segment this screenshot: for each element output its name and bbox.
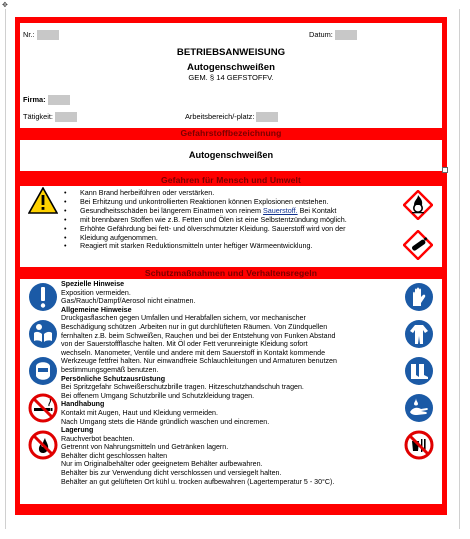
text-line: von der Sauerstoffflasche halten. Mit Öl oder Fett verunreinigte Kleidung sofort bbox=[61, 340, 308, 349]
oxidizing-flame-ghs-icon bbox=[403, 190, 433, 220]
firma-label: Firma: bbox=[23, 95, 46, 104]
text-line: Bei offenem Umgang Schutzbrille und Schutzkleidung tragen. bbox=[61, 391, 255, 400]
heading-allgemein: Allgemeine Hinweise bbox=[61, 305, 132, 314]
protective-gloves-icon bbox=[404, 282, 434, 312]
arbeitsbereich-label: Arbeitsbereich/-platz: bbox=[185, 112, 255, 121]
welding-mask-icon bbox=[28, 356, 58, 386]
text-line: Behälter bis zur Verwendung dicht verschlossen und versiegelt halten. bbox=[61, 469, 282, 478]
section-header-schutz: Schutzmaßnahmen und Verhaltensregeln bbox=[15, 268, 447, 278]
heading-speziell: Spezielle Hinweise bbox=[61, 280, 125, 288]
text-line: Nach Umgang stets die Hände gründlich waschen und eincremen. bbox=[61, 417, 270, 426]
gefahren-box bbox=[20, 186, 442, 267]
text-line: Nur im Originalbehälter oder geeignetem Behälter aufbewahren. bbox=[61, 460, 263, 469]
hazard-item-continuation: Kleidung aufgenommen. bbox=[80, 232, 158, 242]
text-line: Rauchverbot beachten. bbox=[61, 434, 135, 443]
no-eating-drinking-icon bbox=[404, 430, 434, 460]
gefahrstoff-name: Autogenschweißen bbox=[188, 150, 274, 160]
measures-text bbox=[61, 280, 401, 486]
hazard-item-continuation: mit brennbaren Stoffen wie z.B. Fetten und Ölen ist eine Selbstentzündung möglich. bbox=[80, 214, 347, 224]
text-line: Gas/Rauch/Dampf/Aerosol nicht einatmen. bbox=[61, 297, 196, 306]
gefahrstoff-box bbox=[20, 140, 442, 171]
heading-psa: Persönliche Schutzausrüstung bbox=[61, 374, 166, 383]
text-line: Kontakt mit Augen, Haut und Kleidung vermeiden. bbox=[61, 408, 218, 417]
protective-clothing-icon bbox=[404, 319, 434, 349]
heading-lagerung: Lagerung bbox=[61, 426, 94, 435]
nr-field[interactable] bbox=[37, 30, 59, 40]
read-manual-icon bbox=[28, 319, 58, 349]
text-line: bestimmungsgemäß benutzen. bbox=[61, 365, 159, 374]
warning-triangle-icon bbox=[28, 187, 58, 215]
no-open-flame-icon bbox=[28, 430, 58, 460]
arbeitsbereich-field[interactable] bbox=[256, 112, 278, 122]
hazard-item: • Kann Brand herbeiführen oder verstärken. bbox=[56, 189, 401, 198]
legal-reference: GEM. § 14 GEFSTOFFV. bbox=[188, 73, 274, 82]
move-handle-icon[interactable]: ✥ bbox=[2, 2, 8, 9]
wash-hands-icon bbox=[404, 393, 434, 423]
hazard-item: • Gesundheitsschäden bei längerem Einatmen von reinem Sauerstoff. Bei Kontakt bbox=[56, 207, 401, 216]
taetigkeit-field[interactable] bbox=[55, 112, 77, 122]
hazard-item-continuation: Erhöhte Gefährdung bei fett- und ölverschmutzter Kleidung. Sauerstoff wird von der bbox=[80, 223, 346, 233]
schutz-box bbox=[20, 279, 442, 504]
page bbox=[5, 9, 460, 529]
text-line: Werkzeuge fettfrei halten. Nur einwandfreie Schlauchleitungen und Armaturen benutzen bbox=[61, 357, 337, 366]
text-line: Exposition vermeiden. bbox=[61, 288, 131, 297]
text-line: Behälter dicht geschlossen halten bbox=[61, 451, 168, 460]
resize-handle[interactable] bbox=[442, 167, 448, 173]
hazard-item: • Bei Erhitzung und unkontrollierten Reaktionen können Explosionen entstehen. bbox=[56, 198, 401, 207]
heading-handhabung: Handhabung bbox=[61, 400, 105, 409]
document-subtitle: Autogenschweißen bbox=[187, 62, 275, 73]
document-title: BETRIEBSANWEISUNG bbox=[176, 47, 286, 58]
firma-field[interactable] bbox=[48, 95, 70, 105]
hazard-item: • Reagiert mit starken Reduktionsmitteln unter heftiger Wärmeentwicklung. bbox=[56, 242, 401, 251]
nr-label: Nr.: bbox=[23, 30, 35, 39]
general-mandatory-icon bbox=[28, 282, 58, 312]
text-line: Bei Spritzgefahr Schweißerschutzbrille tragen. Hitzeschutzhandschuh tragen. bbox=[61, 383, 304, 392]
header-box bbox=[20, 23, 442, 137]
text-line: Druckgasflaschen gegen Umfallen und Herabfallen sichern, vor mechanischer bbox=[61, 314, 306, 323]
text-line: wechseln. Manometer, Ventile und andere mit dem Sauerstoff in Kontakt kommende bbox=[61, 348, 326, 357]
gas-cylinder-ghs-icon bbox=[403, 230, 433, 260]
section-header-gefahren: Gefahren für Mensch und Umwelt bbox=[15, 175, 447, 185]
datum-field[interactable] bbox=[335, 30, 357, 40]
safety-boots-icon bbox=[404, 356, 434, 386]
hazard-list bbox=[56, 189, 401, 251]
taetigkeit-label: Tätigkeit: bbox=[23, 112, 53, 121]
section-header-gefahrstoff: Gefahrstoffbezeichnung bbox=[15, 128, 447, 138]
datum-label: Datum: bbox=[309, 30, 333, 39]
sauerstoff-link[interactable]: Sauerstoff. bbox=[263, 205, 298, 215]
text-line: Beschädigung schützen .Arbeiten nur in gut durchlüfteten Räumen. Von Zündquellen bbox=[61, 322, 328, 331]
text-line: fernhalten z.B. beim Schweißen, Rauchen und bei der Entstehung von Funken Abstand bbox=[61, 331, 336, 340]
text-line: Behälter an gut gelüfteten Ort kühl u. trocken aufbewahren (Lagertemperatur 5 - 30°C). bbox=[61, 477, 335, 486]
red-frame bbox=[15, 17, 447, 515]
text-line: Getrennt von Nahrungsmitteln und Getränken lagern. bbox=[61, 443, 229, 452]
no-smoking-icon bbox=[28, 393, 58, 423]
